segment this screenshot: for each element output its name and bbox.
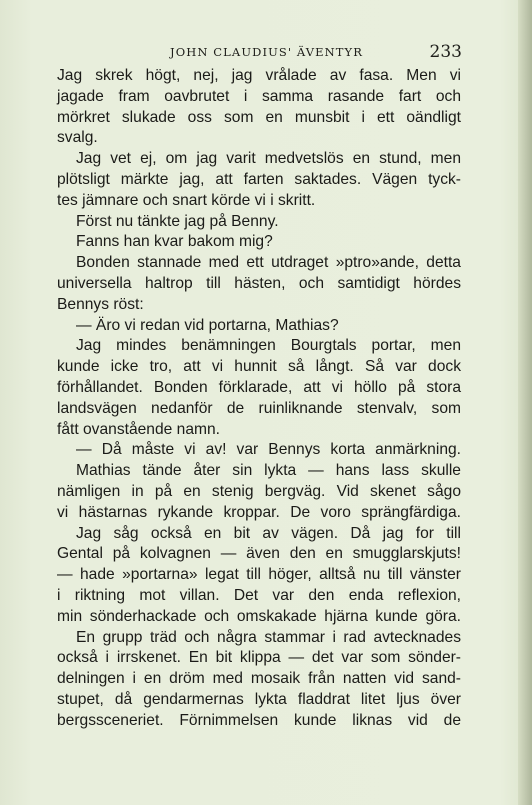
- text-line: min sönderhackade och omskakade hjärna kunde göra.: [57, 607, 461, 625]
- text-line: delningen i en dröm med mosaik från natten vid sand-: [57, 670, 461, 688]
- text-line: landsvägen nedanför de ruinliknande stenvalv, som: [57, 399, 461, 417]
- text-line: jagade fram oavbrutet i samma rasande fart och: [57, 87, 461, 105]
- text-line: kunde icke tro, att vi hunnit så långt. Så var dock: [57, 358, 461, 376]
- text-line: i riktning mot villan. Det var den enda reflexion,: [57, 586, 461, 604]
- text-line: stupet, då gendarmernas lykta fladdrat litet ljus över: [57, 690, 461, 708]
- text-line: förhållandet. Bonden förklarade, att vi höllo på stora: [57, 378, 461, 396]
- text-line: svalg.: [57, 129, 98, 147]
- page-number: 233: [429, 42, 462, 62]
- text-line: universella haltrop till hästen, och samtidigt hördes: [57, 274, 461, 292]
- text-line: Mathias tände åter sin lykta — hans lass skulle: [76, 462, 461, 480]
- text-line: också i irrskenet. En bit klippa — det var som sönder-: [57, 649, 461, 667]
- text-line: Gental på kolvagnen — även den en smugglarskjuts!: [57, 545, 461, 563]
- text-line: Jag såg också en bit av vägen. Då jag for till: [76, 524, 461, 542]
- body-text: [57, 66, 461, 732]
- page-header: [88, 44, 462, 64]
- text-line: Jag mindes benämningen Bourgtals portar, men: [76, 337, 461, 355]
- running-head: JOHN CLAUDIUS' ÄVENTYR: [170, 45, 363, 59]
- text-line: Jag vet ej, om jag varit medvetslös en stund, men: [76, 150, 461, 168]
- text-line: Fanns han kvar bakom mig?: [76, 233, 273, 251]
- text-line: tes jämnare och snart körde vi i skritt.: [57, 191, 316, 209]
- text-line: — Då måste vi av! var Bennys korta anmärkning.: [76, 441, 461, 459]
- text-line: Jag skrek högt, nej, jag vrålade av fasa. Men vi: [57, 67, 461, 84]
- text-line: Bennys röst:: [57, 295, 144, 313]
- text-line: nämligen in på en stenig bergväg. Vid skenet sågo: [57, 482, 461, 500]
- text-line: bergssceneriet. Förnimmelsen kunde liknas vid de: [57, 711, 461, 729]
- text-line: Först nu tänkte jag på Benny.: [76, 212, 279, 230]
- page-edge: [518, 0, 532, 805]
- text-line: plötsligt märkte jag, att farten saktades. Vägen tyck-: [57, 170, 461, 188]
- text-line: fått ovanstående namn.: [57, 420, 220, 438]
- text-line: vi hästarnas rykande kroppar. De voro sprängfärdiga.: [57, 503, 461, 521]
- text-line: Bonden stannade med ett utdraget »ptro»ande, detta: [76, 254, 461, 272]
- text-line: En grupp träd och några stammar i rad avtecknades: [76, 628, 461, 646]
- text-line: — Äro vi redan vid portarna, Mathias?: [76, 316, 339, 334]
- text-line: mörkret slukade oss som en munsbit i ett oändligt: [57, 108, 461, 126]
- text-line: — hade »portarna» legat till höger, alltså nu till vänster: [57, 566, 461, 584]
